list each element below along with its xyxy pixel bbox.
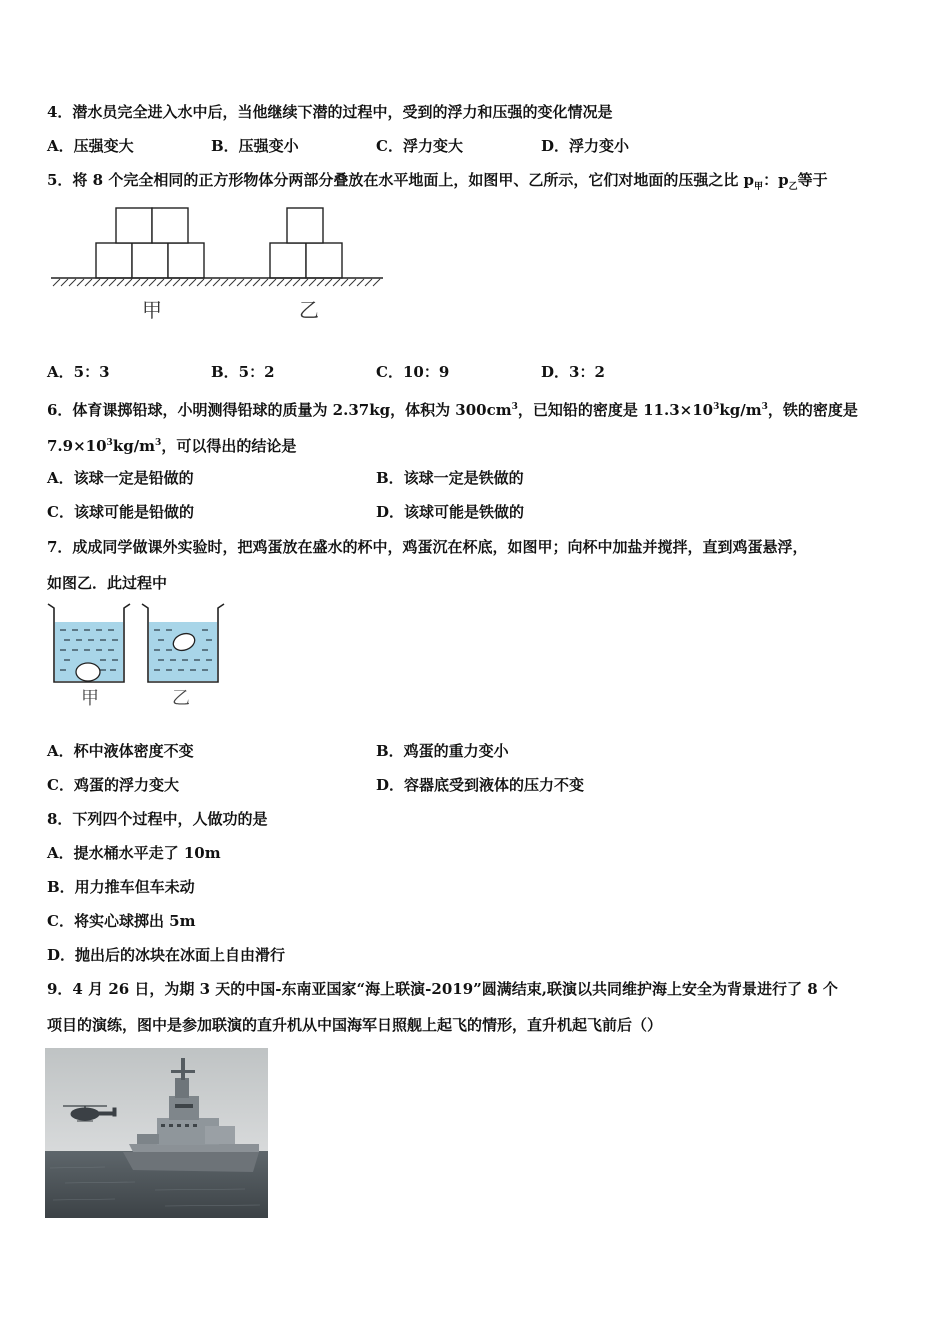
q9-stem: 9．4 月 26 日，为期 3 天的中国-东南亚国家“海上联演-2019”圆满结束,联演以共同维护海上安全为背景进行了 8 个 xyxy=(47,980,838,998)
q7-option-c[interactable]: C．鸡蛋的浮力变大 xyxy=(47,776,179,794)
q5-option-b[interactable]: B．5：2 xyxy=(211,363,275,381)
q6-option-a[interactable]: A．该球一定是铅做的 xyxy=(47,469,194,487)
q8-option-c[interactable]: C．将实心球掷出 5m xyxy=(47,912,196,930)
q4-option-a[interactable]: A．压强变大 xyxy=(47,137,134,155)
q7-figure-beakers xyxy=(44,602,234,712)
q7-stem-line2: 如图乙．此过程中 xyxy=(47,574,168,592)
q4-option-d[interactable]: D．浮力变小 xyxy=(541,137,630,155)
q8-stem: 8．下列四个过程中，人做功的是 xyxy=(47,810,268,828)
q6-stem: 6．体育课掷铅球，小明测得铅球的质量为 2.37kg，体积为 $300cm^3$，已知铅的密度是 $11.3\times 10^3kg/m^3$，铁的密度是 xyxy=(47,401,858,419)
q6-option-b[interactable]: B．该球一定是铁做的 xyxy=(376,469,524,487)
q9-warship-helicopter-photo xyxy=(45,1048,268,1218)
q6-option-c[interactable]: C．该球可能是铅做的 xyxy=(47,503,194,521)
q5-option-d[interactable]: D．3：2 xyxy=(541,363,605,381)
q4-stem: 4．潜水员完全进入水中后，当他继续下潜的过程中，受到的浮力和压强的变化情况是 xyxy=(47,103,613,121)
q5-option-c[interactable]: C．10：9 xyxy=(376,363,450,381)
q7-option-a[interactable]: A．杯中液体密度不变 xyxy=(47,742,194,760)
q9-stem-line2: 项目的演练，图中是参加联演的直升机从中国海军日照舰上起飞的情形，直升机起飞前后（） xyxy=(47,1016,663,1034)
q6-stem-line2: $7.9\times 10^3kg/m^3$，可以得出的结论是 xyxy=(47,437,297,455)
q7-option-d[interactable]: D．容器底受到液体的压力不变 xyxy=(376,776,585,794)
q7-stem: 7．成成同学做课外实验时，把鸡蛋放在盛水的杯中，鸡蛋沉在杯底，如图甲；向杯中加盐并搅拌，直到鸡蛋悬浮， xyxy=(47,538,808,556)
q4-option-b[interactable]: B．压强变小 xyxy=(211,137,299,155)
q5-stem: 5．将 8 个完全相同的正方形物体分两部分叠放在水平地面上，如图甲、乙所示，它们对地面的压强之比 $p_甲$：$p_乙$等于 xyxy=(47,171,828,192)
q6-option-d[interactable]: D．该球可能是铁做的 xyxy=(376,503,525,521)
q8-option-a[interactable]: A．提水桶水平走了 10m xyxy=(47,844,221,862)
q8-option-d[interactable]: D．抛出后的冰块在冰面上自由滑行 xyxy=(47,946,286,964)
q7-figure-label-jia: 甲 xyxy=(81,688,99,709)
q7-option-b[interactable]: B．鸡蛋的重力变小 xyxy=(376,742,509,760)
q4-option-c[interactable]: C．浮力变大 xyxy=(376,137,463,155)
q7-figure-label-yi: 乙 xyxy=(172,688,190,709)
q8-option-b[interactable]: B．用力推车但车未动 xyxy=(47,878,195,896)
q5-figure-label-jia: 甲 xyxy=(142,298,162,322)
q5-figure-stacked-cubes xyxy=(47,200,387,330)
q5-option-a[interactable]: A．5：3 xyxy=(47,363,110,381)
q5-figure-label-yi: 乙 xyxy=(299,298,319,322)
